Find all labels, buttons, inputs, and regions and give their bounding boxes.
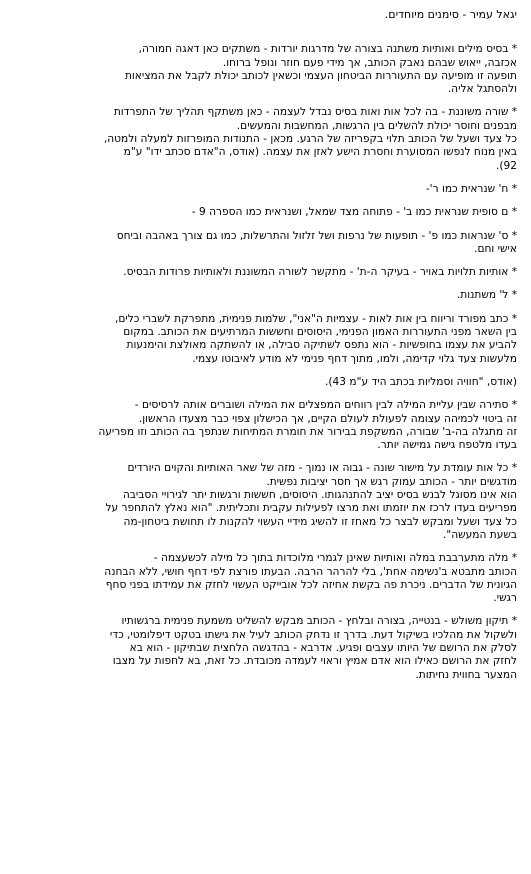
paragraph-letter-het: * ח' שנראית כמו ר'- [425,182,517,195]
document-title: יגאל עמיר - סימנים מיוחדים. [384,8,517,21]
paragraph-disconnected-writing: * כתב מפורד וריווח בין אות לאות - עצמיות ה"אני", שלמות פנימית, מתפרקת לשברי כלים, בין השאר מפני התעוררות האמון הפנימי, היסוסים וחששות המרתיעים את הכותב. במקום להביע את עצמו בחופשיות - הוא נתפס לשתיקה סבילה, או להשתקה מאולצת והימנעות מלעשות צעד גלוי קדימה, ולמו, מתוך דחף פנימי לא מודע לאיבוטו עצמי. [115,312,517,365]
paragraph-merged-words: * מלה מתערבבת במלה ואותיות שאינן לגמרי מלוכדות בתוך כל מילה לכשעצמה - הכותב מתבטא ב'נשימה אחת', בלי להרהר הרבה. הבעתו פורצת לפי דחף חושי, ללא הבחנה הגיונית של הדברים. ניכרת פה בקשת אחיזה לכל אובייקט העשוי לחזק את עמידתו בפני סחף רגשי. [104,552,517,605]
paragraph-letter-lamed: * ל' משתנות. [456,289,517,302]
paragraph-final-mem: * ם סופית שנראית כמו ב' - פתוחה מצד שמאל, ושנראית כמו הספרה 9 - [191,206,517,219]
paragraph-letter-samekh: * ס' שנראות כמו פ' - תופעות של נרפות ושל זלזול והתרשלות, כמו גם צורך באהבה וביחס אישי וחם. [116,229,517,255]
paragraph-floating-letters: * אותיות תלויות באויר - בעיקר ה-ת' - מתקשר לשורה המשוננת ולאותיות פרודות הבסיס. [123,266,517,279]
paragraph-stepped-baseline: * בסיס מילים ואותיות משתנה בצורה של מדרגות יורדות - משתקים כאן דאגה חמורה, אכזבה, ייאוש שבהם נאבק הכותב, אך מידי פעם חוזר ונופל ברוחו. תופעה זו מופיעה עם התעוררות הביטחון העצמי וכשאין לכותב יכולת לקבל את המציאות ולהסתגל אליה. [124,43,517,96]
paragraph-uneven-levels: * כל אות עומדת על מישור שונה - גבוה או נמוך - מזה של שאר האותיות והקוים היורדים מודגשים יותר - הכותב עמוק רגש אך חסר יציבות נפשית. הוא אינו מסוגל לבנש בסיס יציב להתנהגותו. היסוסים, חששות ורגשות יתר לגירויי הסביבה מפריעים בעדו לרכז את יוזמתו ואת מרצו לפעילות עקבית ותכליתית. "הוא נאלץ להתחפר על כל צעד ושעל ומבקש לבצר כל מאחז זו להשיג מידיי העשוי להקנות לו תחושת ביטחון-מה בשעת המעשה". [105,462,517,541]
paragraph-contradiction: * סתירה שבין עליית המילה לבין רווחים המפצלים את המילה ושוברים אותה לרסיסים - זה ביטוי לכמיהה עצומה לפעולת לעולם הקיים, אך הכישלון צפוי כבר מצעדו הראשון. זה מתגלה בה-ב' שבורה, המשקפת בבירור את חומרת המתיחות שנתפך בה הכותב וזו מפריעה בעדו מלטפח גישה גמישה יותר. [98,399,517,452]
document-page [12,8,517,870]
paragraph-jagged-line: * שורה משוננת - בה לכל אות ואות בסיס נבדל לעצמה - כאן משתקף תהליך של התפרדות מבפנים וחוסר יכולת להשלים בין הרגשות, המחשבות והמעשים. כל צעד ושעל של הכותב תלוי בקפריזה של הרגע. מכאן - התנודות המופרזות למעלה ולמטה, באין מנוח לנפשו המסוערת וחסרת הישע לאזן את עצמה. (אודס, ה"אדם סכתב ידו" ע"מ 92). [103,106,517,172]
paragraph-citation: (אודס, "חוויה וסמליות בכתב היד ע"מ 43). [325,375,517,388]
paragraph-triple-correction: * תיקון משולש - בנטייה, בצורה ובלחץ - הכותב מבקש להשליט משמעת פנימית ברגשותיו ולשקול את מהלכיו בשיקול דעת. בדרך זו נדחק הכותב לעיל את גישתו בטקט דיפלומטי, כדי לסלק את הרושם של היותו עצבים ופגיע. אדרבא - בהדגשה הלחצית שבתיקון - הוא בא לחזק את הרושם כאילו הוא אדם אמיץ וראוי לעמדה מכובדת. כל זאת, בא לחפות על מצבו המצער בחווית נחיתות. [109,615,517,681]
